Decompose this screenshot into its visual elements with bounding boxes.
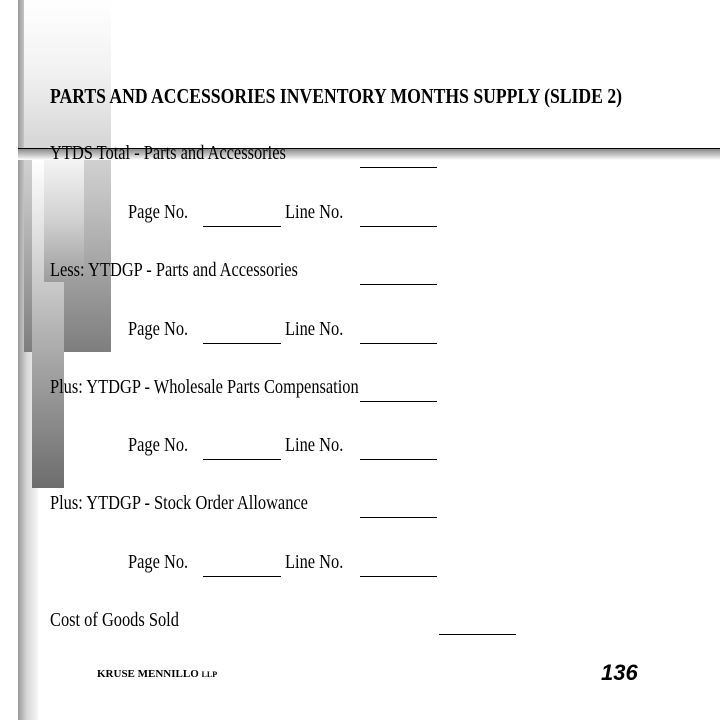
- line-no-label: Line No.: [285, 318, 344, 340]
- firm-suffix: LLP: [201, 670, 218, 679]
- page-no-label: Page No.: [128, 551, 189, 573]
- firm-name: KRUSE MENNILLO: [97, 668, 199, 680]
- page-no-blank: [203, 226, 281, 227]
- amount-blank: [360, 284, 437, 285]
- page-no-blank: [203, 343, 281, 344]
- page-no-label: Page No.: [128, 318, 189, 340]
- page-no-blank: [203, 459, 281, 460]
- row-label-ytds-total: YTDS Total - Parts and Accessories: [50, 142, 286, 164]
- total-blank: [439, 634, 516, 635]
- amount-blank: [360, 167, 437, 168]
- row-label-plus-stock-order: Plus: YTDGP - Stock Order Allowance: [50, 492, 308, 514]
- row-label-cost-of-goods-sold: Cost of Goods Sold: [50, 609, 179, 631]
- amount-blank: [360, 401, 437, 402]
- line-no-label: Line No.: [285, 551, 344, 573]
- line-no-blank: [360, 343, 437, 344]
- page-number: 136: [601, 660, 638, 685]
- page-no-label: Page No.: [128, 434, 189, 456]
- amount-blank: [360, 517, 437, 518]
- row-label-plus-wholesale: Plus: YTDGP - Wholesale Parts Compensation: [50, 376, 359, 398]
- line-no-label: Line No.: [285, 201, 344, 223]
- line-no-label: Line No.: [285, 434, 344, 456]
- slide-title: PARTS AND ACCESSORIES INVENTORY MONTHS SUPPLY (SLIDE 2): [50, 84, 623, 108]
- line-no-blank: [360, 459, 437, 460]
- footer-firm-name: [97, 668, 217, 680]
- page-no-label: Page No.: [128, 201, 189, 223]
- page-no-blank: [203, 576, 281, 577]
- line-no-blank: [360, 226, 437, 227]
- row-label-less-ytdgp: Less: YTDGP - Parts and Accessories: [50, 259, 298, 281]
- line-no-blank: [360, 576, 437, 577]
